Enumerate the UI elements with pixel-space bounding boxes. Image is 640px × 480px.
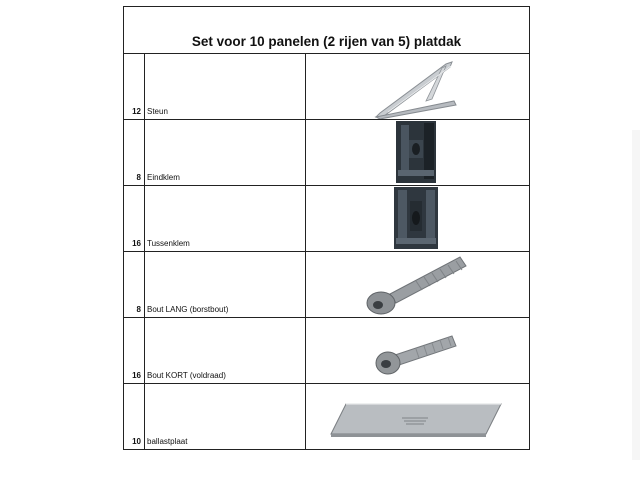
table-row — [124, 318, 529, 384]
description: Steun — [147, 107, 168, 116]
image-cell — [306, 54, 529, 119]
end-clamp-icon — [306, 120, 528, 185]
table-row — [124, 186, 529, 252]
quantity-cell — [124, 318, 145, 383]
description: Eindklem — [147, 173, 180, 182]
quantity: 16 — [132, 371, 141, 380]
description-cell — [145, 54, 306, 119]
description: Tussenklem — [147, 239, 190, 248]
quantity: 10 — [132, 437, 141, 446]
description-cell — [145, 186, 306, 251]
table-row — [124, 54, 529, 120]
parts-table — [123, 6, 530, 450]
quantity: 8 — [136, 173, 141, 182]
image-cell — [306, 318, 529, 383]
table-title: Set voor 10 panelen (2 rijen van 5) platdak — [191, 34, 462, 49]
quantity-cell — [124, 54, 145, 119]
description-cell — [145, 252, 306, 317]
description-cell — [145, 120, 306, 185]
quantity: 8 — [136, 305, 141, 314]
description-cell — [145, 318, 306, 383]
image-cell — [306, 252, 529, 317]
triangle-mount-icon — [306, 54, 528, 119]
quantity-cell — [124, 186, 145, 251]
description: Bout KORT (voldraad) — [147, 371, 226, 380]
description: Bout LANG (borstbout) — [147, 305, 229, 314]
description: ballastplaat — [147, 437, 188, 446]
table-title-cell — [124, 7, 529, 54]
description-cell — [145, 384, 306, 449]
table-row — [124, 120, 529, 186]
scroll-edge — [632, 130, 640, 460]
quantity-cell — [124, 120, 145, 185]
image-cell — [306, 186, 529, 251]
quantity: 12 — [132, 107, 141, 116]
quantity: 16 — [132, 239, 141, 248]
quantity-cell — [124, 384, 145, 449]
image-cell — [306, 120, 529, 185]
short-bolt-icon — [306, 318, 528, 383]
ballast-plate-icon — [306, 384, 528, 449]
mid-clamp-icon — [306, 186, 528, 251]
quantity-cell — [124, 252, 145, 317]
image-cell — [306, 384, 529, 449]
table-row — [124, 252, 529, 318]
long-bolt-icon — [306, 252, 528, 317]
table-row — [124, 384, 529, 449]
